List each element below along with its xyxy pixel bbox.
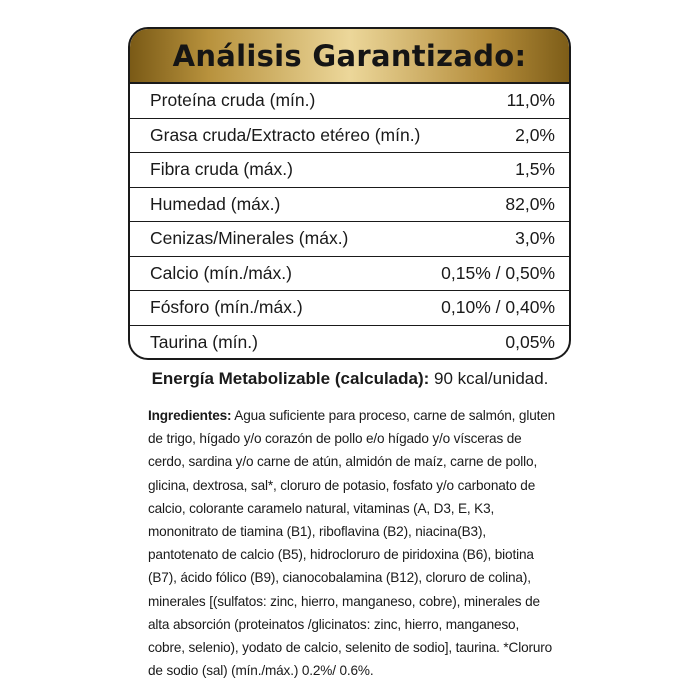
row-label: Fósforo (mín./máx.)	[150, 297, 303, 318]
table-title: Análisis Garantizado:	[172, 38, 527, 73]
row-label: Humedad (máx.)	[150, 193, 281, 214]
ingredients-text: Agua suficiente para proceso, carne de salmón, gluten de trigo, hígado y/o corazón de pollo e/o hígado y/o vísceras de cerdo, sardina y/o carne de atún, almidón de maíz, carne de pollo, glicina, dextrosa, sal*, cloruro de potasio, fosfato y/o carbonato de calcio, colorante caramelo natural, vitaminas (A, D3, E, K3, mononitrato de tiamina (B1), riboflavina (B2), niacina(B3), pantotenato de calcio (B5), hidrocloruro de piridoxina (B6), biotina (B7), ácido fólico (B9), cianocobalamina (B12), cloruro de colina), minerales [(sulfatos: zinc, hierro, manganeso, cobre), minerales de alta absorción (proteinatos /glicinatos: zinc, hierro, manganeso, cobre, selenio), yodato de calcio, selenito de sodio], taurina. *Cloruro de sodio (sal) (mín./máx.) 0.2%/ 0.6%.	[148, 408, 556, 679]
row-value: 11,0%	[506, 90, 555, 111]
ingredients-block	[148, 404, 558, 682]
energy-value: 90 kcal/unidad.	[434, 369, 549, 388]
table-row	[130, 257, 569, 292]
table-row	[130, 119, 569, 154]
row-label: Fibra cruda (máx.)	[150, 159, 293, 180]
table-row	[130, 222, 569, 257]
row-value: 3,0%	[515, 228, 555, 249]
table-header	[130, 29, 569, 84]
row-label: Proteína cruda (mín.)	[150, 90, 316, 111]
row-label: Cenizas/Minerales (máx.)	[150, 228, 349, 249]
energy-label: Energía Metabolizable (calculada):	[151, 369, 430, 388]
row-value: 2,0%	[515, 124, 555, 145]
table-row	[130, 188, 569, 223]
table-row	[130, 291, 569, 326]
table-row	[130, 84, 569, 119]
table-row	[130, 326, 569, 361]
row-value: 0,10% / 0,40%	[441, 297, 555, 318]
ingredients-label: Ingredientes:	[148, 408, 232, 423]
row-value: 1,5%	[515, 159, 555, 180]
guaranteed-analysis-table	[128, 27, 571, 360]
row-value: 82,0%	[505, 193, 555, 214]
table-row	[130, 153, 569, 188]
metabolizable-energy	[0, 369, 700, 389]
row-label: Taurina (mín.)	[150, 332, 258, 353]
row-value: 0,05%	[505, 332, 555, 353]
row-label: Calcio (mín./máx.)	[150, 262, 292, 283]
row-label: Grasa cruda/Extracto etéreo (mín.)	[150, 124, 421, 145]
row-value: 0,15% / 0,50%	[441, 262, 555, 283]
